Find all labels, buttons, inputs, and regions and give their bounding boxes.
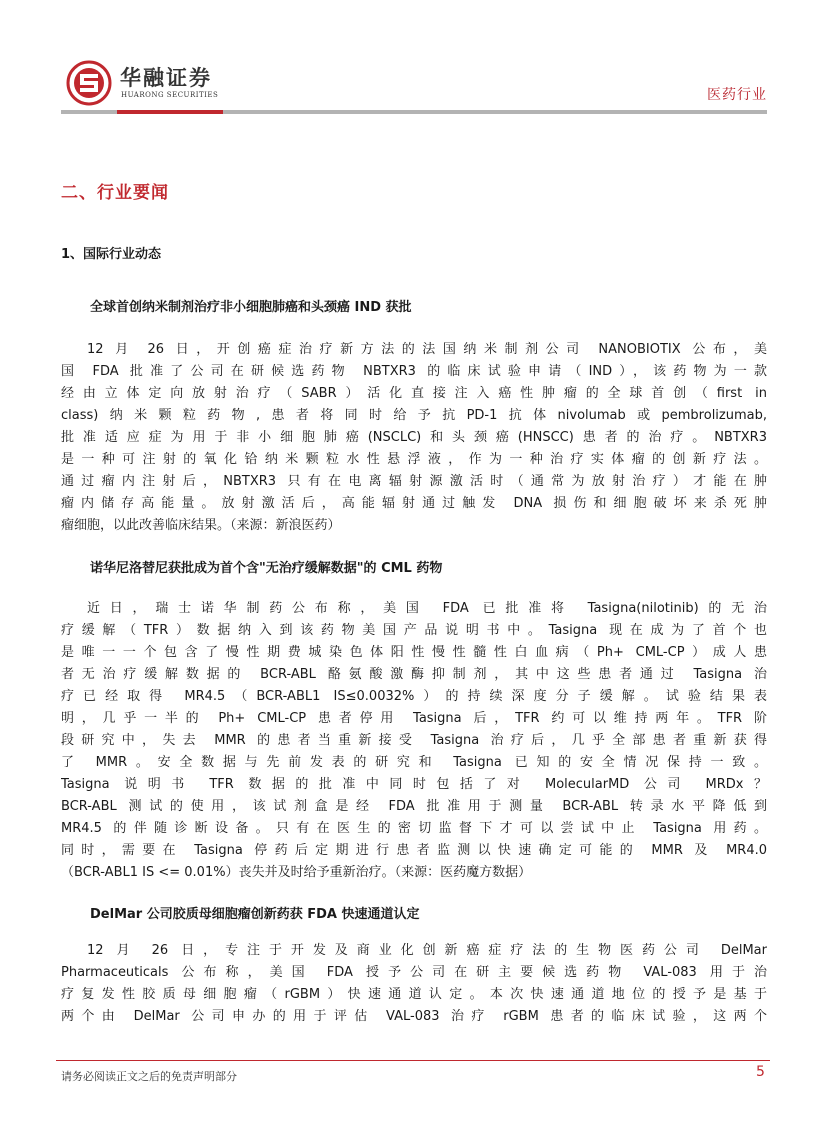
body-line: Tasigna 说明书 TFR 数据的批准中同时包括了对 MolecularMD 公司 MRDx？ — [61, 777, 767, 792]
news-title-novartis: 诺华尼洛替尼获批成为首个含"无治疗缓解数据"的 CML 药物 — [90, 561, 443, 576]
news-body-delmar — [61, 940, 767, 1028]
body-line: 明，几乎一半的 Ph+ CML-CP 患者停用 Tasigna 后，TFR 约可以维持两年。TFR 阶 — [61, 711, 767, 726]
body-line: 近日，瑞士诺华制药公布称，美国 FDA 已批准将 Tasigna(nilotinib)的无治 — [87, 601, 767, 616]
body-line: 批准适应症为用于非小细胞肺癌(NSCLC)和头颈癌(HNSCC)患者的治疗。NBTXR3 — [61, 430, 767, 445]
disclaimer-note: 请务必阅读正文之后的免责声明部分 — [61, 1070, 237, 1083]
news-title-delmar: DelMar 公司胶质母细胞瘤创新药获 FDA 快速通道认定 — [90, 907, 420, 922]
body-line: 经由立体定向放射治疗（SABR）活化直接注入癌性肿瘤的全球首创（first in — [61, 386, 767, 401]
company-name-cn: 华融证券 — [120, 65, 212, 90]
body-line: BCR-ABL 测试的使用，该试剂盒是经 FDA 批准用于测量 BCR-ABL 转录水平降低到 — [61, 799, 767, 814]
body-line: 通过瘤内注射后，NBTXR3 只有在电离辐射源激活时（通常为放射治疗）才能在肿 — [61, 474, 767, 489]
news-title-nanobiotix: 全球首创纳米制剂治疗非小细胞肺癌和头颈癌 IND 获批 — [90, 300, 412, 315]
body-line: 12 月 26 日，专注于开发及商业化创新癌症疗法的生物医药公司 DelMar — [87, 943, 767, 958]
body-line: 了 MMR。安全数据与先前发表的研究和 Tasigna 已知的安全情况保持一致。 — [61, 755, 767, 770]
huarong-logo-icon — [66, 60, 112, 106]
body-line: 是一种可注射的氧化铪纳米颗粒水性悬浮液，作为一种治疗实体瘤的创新疗法。 — [61, 452, 767, 467]
body-line: 两个由 DelMar 公司申办的用于评估 VAL-083 治疗 rGBM 患者的临床试验，这两个 — [61, 1009, 767, 1024]
industry-label: 医药行业 — [707, 87, 767, 103]
body-line: （BCR-ABL1 IS <= 0.01%）丧失并及时给予重新治疗。（来源：医药魔方数据） — [61, 865, 532, 880]
subsection-title: 1、国际行业动态 — [61, 247, 162, 262]
body-line: 疗已经取得 MR4.5（BCR-ABL1 IS≤0.0032%）的持续深度分子缓解。试验结果表 — [61, 689, 767, 704]
footer-rule — [56, 1060, 770, 1061]
body-line: 疗缓解（TFR）数据纳入到该药物美国产品说明书中。Tasigna 现在成为了首个也 — [61, 623, 767, 638]
page-number: 5 — [756, 1064, 765, 1080]
body-line: MR4.5 的伴随诊断设备。只有在医生的密切监督下才可以尝试中止 Tasigna 用药。 — [61, 821, 767, 836]
body-line: Pharmaceuticals 公布称，美国 FDA 授予公司在研主要候选药物 VAL-083 用于治 — [61, 965, 767, 980]
company-name-en: HUARONG SECURITIES — [121, 91, 219, 99]
body-line: 瘤内储存高能量。放射激活后，高能辐射通过触发 DNA 损伤和细胞破坏来杀死肿 — [61, 496, 767, 511]
news-body-nanobiotix — [61, 339, 767, 537]
section-title: 二、行业要闻 — [61, 183, 169, 203]
body-line: 同时，需要在 Tasigna 停药后定期进行患者监测以快速确定可能的 MMR 及 MR4.0 — [61, 843, 767, 858]
header-rule-accent — [117, 110, 223, 114]
body-line: 国 FDA 批准了公司在研候选药物 NBTXR3 的临床试验申请（IND），该药物为一款 — [61, 364, 767, 379]
body-line: 12 月 26 日，开创癌症治疗新方法的法国纳米制剂公司 NANOBIOTIX 公布，美 — [87, 342, 767, 357]
body-line: 瘤细胞，以此改善临床结果。（来源：新浪医药） — [61, 518, 341, 533]
news-body-novartis — [61, 598, 767, 884]
body-line: 者无治疗缓解数据的 BCR-ABL 酪氨酸激酶抑制剂，其中这些患者通过 Tasigna 治 — [61, 667, 767, 682]
body-line: 是唯一一个包含了慢性期费城染色体阳性慢性髓性白血病（Ph+ CML-CP）成人患 — [61, 645, 767, 660]
body-line: 疗复发性胶质母细胞瘤（rGBM）快速通道认定。本次快速通道地位的授予是基于 — [61, 987, 767, 1002]
body-line: class)纳米颗粒药物,患者将同时给予抗PD-1抗体nivolumab或pembrolizumab, — [61, 408, 767, 423]
body-line: 段研究中，失去 MMR 的患者当重新接受 Tasigna 治疗后，几乎全部患者重新获得 — [61, 733, 767, 748]
